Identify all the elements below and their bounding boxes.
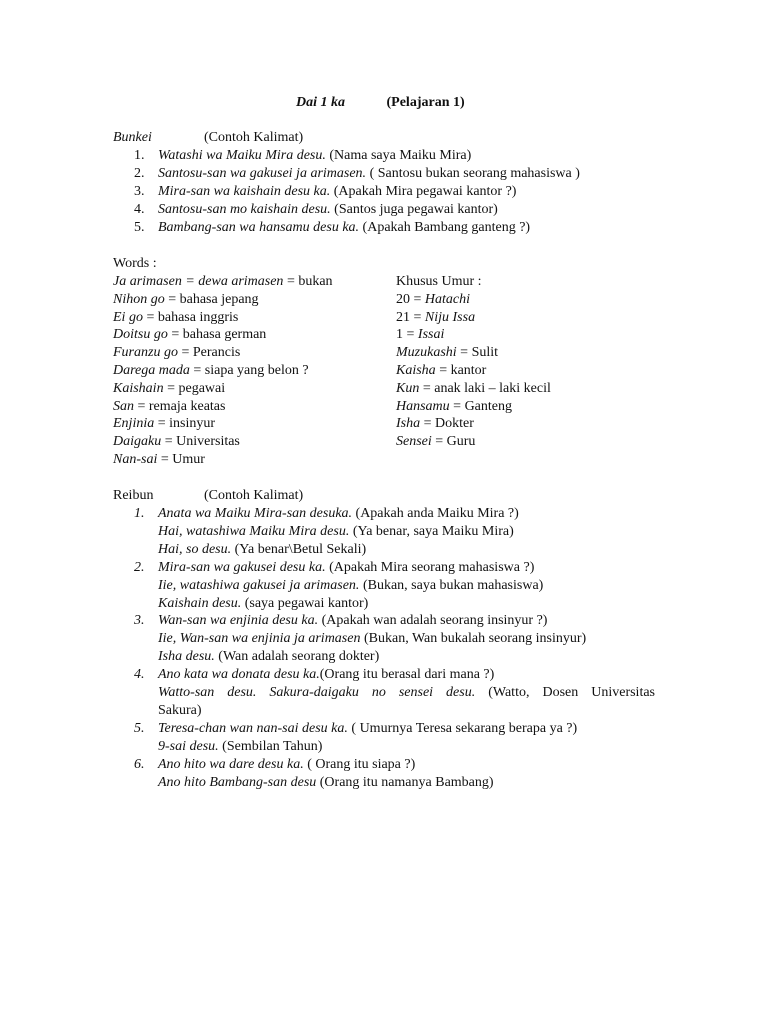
reibun-japanese: Ano hito wa dare desu ka. bbox=[158, 756, 304, 772]
word-meaning: Hatachi bbox=[424, 291, 471, 307]
word-term: Isha bbox=[396, 416, 421, 432]
word-term: Daigaku bbox=[113, 434, 162, 450]
word-entry bbox=[113, 433, 240, 451]
reibun-line bbox=[158, 577, 543, 595]
reibun-translation: (Ya benar, saya Maiku Mira) bbox=[349, 523, 514, 539]
word-term: Enjinia bbox=[113, 416, 155, 432]
reibun-line bbox=[158, 523, 514, 541]
bunkei-translation: ( Santosu bukan seorang mahasiswa ) bbox=[366, 166, 580, 181]
word-term: Nihon go bbox=[113, 291, 165, 307]
bunkei-item bbox=[158, 147, 471, 165]
word-meaning: = bahasa jepang bbox=[164, 291, 259, 307]
reibun-heading: Reibun bbox=[113, 488, 154, 503]
word-entry bbox=[113, 273, 333, 291]
reibun-line bbox=[158, 559, 534, 577]
reibun-line bbox=[158, 720, 577, 738]
reibun-line bbox=[158, 541, 366, 559]
words-heading: Words : bbox=[113, 256, 157, 271]
word-entry bbox=[113, 362, 309, 380]
bunkei-heading-row bbox=[113, 129, 303, 147]
reibun-line bbox=[158, 666, 494, 684]
reibun-line bbox=[158, 505, 519, 523]
reibun-japanese: Teresa-chan wan nan-sai desu ka. bbox=[158, 720, 348, 736]
word-entry bbox=[113, 326, 266, 344]
reibun-number: 5. bbox=[134, 720, 145, 736]
word-term: Ja arimasen = dewa arimasen bbox=[113, 274, 284, 289]
reibun-line bbox=[158, 612, 547, 630]
reibun-translation: (Wan adalah seorang dokter) bbox=[214, 649, 380, 665]
reibun-note: (Contoh Kalimat) bbox=[204, 488, 304, 503]
word-entry bbox=[396, 415, 474, 433]
word-meaning: = bahasa german bbox=[167, 327, 267, 343]
bunkei-number: 5. bbox=[134, 220, 145, 235]
word-meaning: = Universitas bbox=[161, 434, 240, 450]
reibun-line bbox=[158, 738, 322, 756]
word-term: Doitsu go bbox=[113, 327, 168, 343]
bunkei-translation: (Apakah Mira pegawai kantor ?) bbox=[330, 184, 517, 199]
word-entry bbox=[113, 380, 225, 398]
reibun-number: 4. bbox=[134, 667, 145, 683]
word-term: Kun bbox=[396, 380, 420, 396]
reibun-japanese: Kaishain desu. bbox=[158, 595, 242, 611]
word-meaning: = siapa yang belon ? bbox=[189, 363, 309, 378]
word-term: San bbox=[113, 398, 134, 414]
bunkei-translation: (Apakah Bambang ganteng ?) bbox=[359, 220, 531, 235]
word-entry bbox=[396, 326, 444, 344]
word-entry bbox=[113, 398, 225, 416]
reibun-japanese: Hai, watashiwa Maiku Mira desu. bbox=[158, 523, 350, 539]
word-term: Ei go bbox=[113, 309, 143, 325]
word-meaning: = remaja keatas bbox=[134, 398, 226, 414]
reibun-number: 6. bbox=[134, 756, 145, 772]
bunkei-item bbox=[158, 201, 498, 219]
word-meaning: = kantor bbox=[435, 363, 487, 378]
reibun-translation: (Apakah Mira seorang mahasiswa ?) bbox=[325, 559, 535, 575]
bunkei-japanese: Santosu-san mo kaishain desu. bbox=[158, 202, 331, 217]
reibun-number: 1. bbox=[134, 506, 145, 521]
word-term: Nan-sai bbox=[113, 452, 158, 467]
word-term: 20 = bbox=[396, 291, 425, 307]
word-entry bbox=[113, 451, 205, 469]
reibun-line bbox=[158, 756, 415, 774]
reibun-japanese: Hai, so desu. bbox=[158, 541, 232, 557]
reibun-line bbox=[158, 684, 655, 702]
reibun-translation: (Apakah anda Maiku Mira ?) bbox=[352, 506, 519, 521]
reibun-translation: ( Umurnya Teresa sekarang berapa ya ?) bbox=[347, 720, 578, 736]
word-entry bbox=[396, 309, 475, 327]
reibun-translation: Sakura) bbox=[158, 702, 202, 718]
bunkei-heading: Bunkei bbox=[113, 130, 152, 145]
word-entry bbox=[396, 273, 482, 291]
reibun-heading-row bbox=[113, 487, 303, 505]
bunkei-note: (Contoh Kalimat) bbox=[204, 130, 304, 145]
bunkei-japanese: Santosu-san wa gakusei ja arimasen. bbox=[158, 166, 367, 181]
lesson-title: Dai 1 ka bbox=[296, 95, 345, 110]
bunkei-japanese: Mira-san wa kaishain desu ka. bbox=[158, 184, 331, 199]
reibun-japanese: Isha desu. bbox=[158, 649, 215, 665]
word-meaning: = Sulit bbox=[456, 345, 499, 361]
word-term: Muzukashi bbox=[396, 345, 457, 361]
reibun-line bbox=[158, 774, 494, 792]
word-meaning: = Umur bbox=[157, 452, 205, 467]
word-entry bbox=[113, 344, 240, 362]
reibun-translation: ( Orang itu siapa ?) bbox=[303, 756, 416, 772]
reibun-translation: (saya pegawai kantor) bbox=[241, 595, 369, 611]
reibun-translation: (Orang itu berasal dari mana ?) bbox=[319, 667, 495, 683]
word-term: 21 = bbox=[396, 309, 425, 325]
reibun-japanese: Anata wa Maiku Mira-san desuka. bbox=[158, 506, 353, 521]
word-entry bbox=[396, 344, 498, 362]
lesson-subtitle: (Pelajaran 1) bbox=[386, 95, 465, 110]
word-entry bbox=[113, 291, 259, 309]
word-entry bbox=[113, 415, 215, 433]
word-meaning: Niju Issa bbox=[424, 309, 476, 325]
reibun-line bbox=[158, 648, 379, 666]
word-meaning: = insinyur bbox=[154, 416, 216, 432]
word-term: Darega mada bbox=[113, 363, 190, 378]
word-entry bbox=[396, 362, 486, 380]
word-meaning: = pegawai bbox=[163, 380, 226, 396]
word-meaning: = Ganteng bbox=[449, 398, 512, 414]
page-title bbox=[296, 94, 465, 112]
reibun-translation: (Sembilan Tahun) bbox=[218, 738, 323, 754]
reibun-japanese: Ano kata wa donata desu ka. bbox=[158, 667, 320, 683]
word-entry bbox=[396, 291, 470, 309]
word-entry bbox=[396, 380, 551, 398]
reibun-translation: (Bukan, Wan bukalah seorang insinyur) bbox=[360, 631, 587, 647]
reibun-line bbox=[158, 702, 202, 720]
reibun-translation: (Apakah wan adalah seorang insinyur ?) bbox=[318, 613, 548, 629]
bunkei-number: 4. bbox=[134, 202, 145, 217]
reibun-japanese: Watto-san desu. Sakura-daigaku no sensei desu. bbox=[158, 685, 476, 700]
reibun-line bbox=[158, 630, 586, 648]
reibun-number: 3. bbox=[134, 613, 145, 629]
word-term: Hansamu bbox=[396, 398, 450, 414]
word-meaning: = anak laki – laki kecil bbox=[419, 380, 551, 396]
word-entry bbox=[396, 398, 512, 416]
reibun-translation: (Ya benar\Betul Sekali) bbox=[231, 541, 367, 557]
reibun-translation: (Watto, Dosen Universitas bbox=[475, 685, 655, 700]
bunkei-number: 1. bbox=[134, 148, 145, 163]
reibun-japanese: 9-sai desu. bbox=[158, 738, 219, 754]
reibun-translation: (Bukan, saya bukan mahasiswa) bbox=[359, 577, 544, 593]
bunkei-item bbox=[158, 165, 580, 183]
word-term: Kaishain bbox=[113, 380, 164, 396]
word-term: Kaisha bbox=[396, 363, 436, 378]
word-meaning: = bukan bbox=[283, 274, 333, 289]
word-meaning: = Guru bbox=[431, 434, 476, 450]
bunkei-item bbox=[158, 219, 530, 237]
reibun-japanese: Mira-san wa gakusei desu ka. bbox=[158, 559, 326, 575]
word-term: Sensei bbox=[396, 434, 432, 450]
bunkei-japanese: Watashi wa Maiku Mira desu. bbox=[158, 148, 326, 163]
reibun-number: 2. bbox=[134, 559, 145, 575]
reibun-line bbox=[158, 595, 368, 613]
word-term: 1 = bbox=[396, 327, 418, 343]
bunkei-translation: (Santos juga pegawai kantor) bbox=[330, 202, 498, 217]
bunkei-translation: (Nama saya Maiku Mira) bbox=[325, 148, 472, 163]
word-entry bbox=[396, 433, 475, 451]
bunkei-japanese: Bambang-san wa hansamu desu ka. bbox=[158, 220, 360, 235]
word-term: Khusus Umur : bbox=[396, 274, 482, 289]
word-meaning: Issai bbox=[417, 327, 445, 343]
word-meaning: = Perancis bbox=[177, 345, 241, 361]
reibun-japanese: Iie, Wan-san wa enjinia ja arimasen bbox=[158, 631, 361, 647]
word-meaning: = bahasa inggris bbox=[142, 309, 239, 325]
word-meaning: = Dokter bbox=[420, 416, 474, 432]
bunkei-number: 3. bbox=[134, 184, 145, 199]
reibun-japanese: Iie, watashiwa gakusei ja arimasen. bbox=[158, 577, 360, 593]
reibun-translation: (Orang itu namanya Bambang) bbox=[316, 774, 494, 790]
word-term: Furanzu go bbox=[113, 345, 178, 361]
reibun-japanese: Wan-san wa enjinia desu ka. bbox=[158, 613, 319, 629]
bunkei-item bbox=[158, 183, 516, 201]
bunkei-number: 2. bbox=[134, 166, 145, 181]
reibun-japanese: Ano hito Bambang-san desu bbox=[158, 774, 317, 790]
word-entry bbox=[113, 309, 238, 327]
